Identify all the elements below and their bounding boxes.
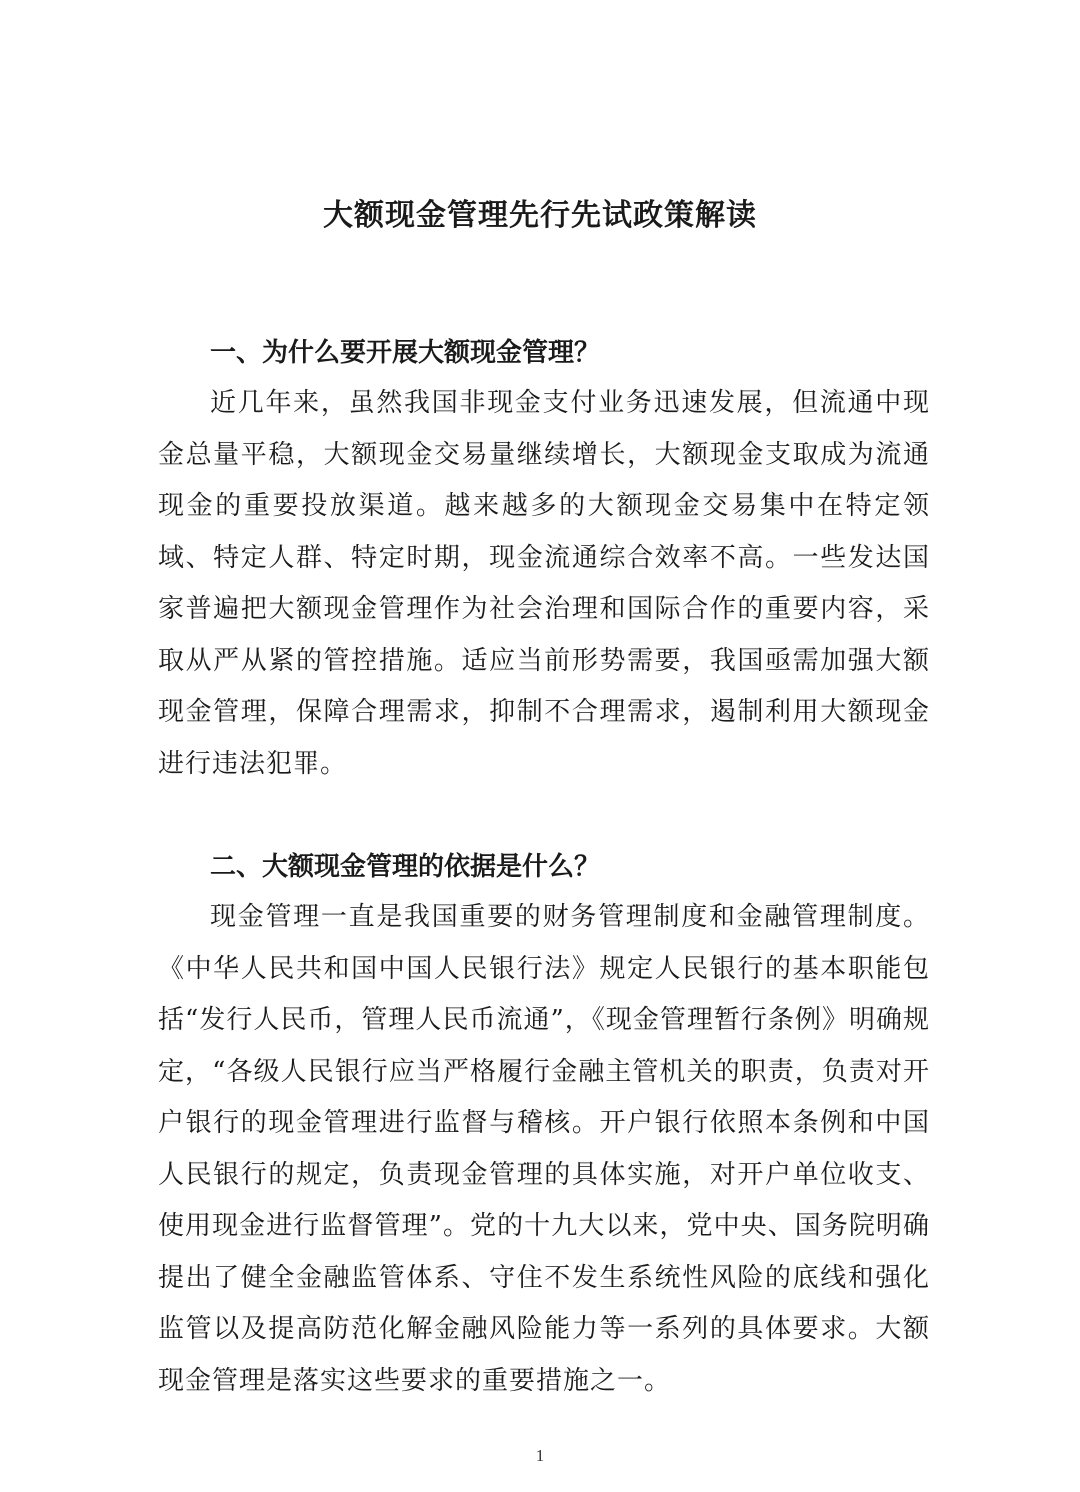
- section-legal-basis: [158, 844, 930, 1407]
- section-heading: 二、大额现金管理的依据是什么？: [210, 852, 601, 882]
- section-paragraph: 现金管理一直是我国重要的财务管理制度和金融管理制度。《中华人民共和国中国人民银行法》规定人民银行的基本职能包括“发行人民币，管理人民币流通”，《现金管理暂行条例》明确规定，“各级人民银行应当严格履行金融主管机关的职责，负责对开户银行的现金管理进行监督与稽核。开户银行依照本条例和中国人民银行的规定，负责现金管理的具体实施，对开户单位收支、使用现金进行监督管理”。党的十九大以来，党中央、国务院明确提出了健全金融监管体系、守住不发生系统性风险的底线和强化监管以及提高防范化解金融风险能力等一系列的具体要求。大额现金管理是落实这些要求的重要措施之一。: [158, 902, 930, 1396]
- document-title: 大额现金管理先行先试政策解读: [323, 198, 757, 233]
- page-number: 1: [535, 1446, 545, 1465]
- section-why-large-cash-management: [158, 330, 930, 790]
- section-heading: 一、为什么要开展大额现金管理？: [210, 338, 601, 368]
- section-paragraph: 近几年来，虽然我国非现金支付业务迅速发展，但流通中现金总量平稳，大额现金交易量继续增长，大额现金支取成为流通现金的重要投放渠道。越来越多的大额现金交易集中在特定领域、特定人群、特定时期，现金流通综合效率不高。一些发达国家普遍把大额现金管理作为社会治理和国际合作的重要内容，采取从严从紧的管控措施。适应当前形势需要，我国亟需加强大额现金管理，保障合理需求，抑制不合理需求，遏制利用大额现金进行违法犯罪。: [158, 388, 930, 779]
